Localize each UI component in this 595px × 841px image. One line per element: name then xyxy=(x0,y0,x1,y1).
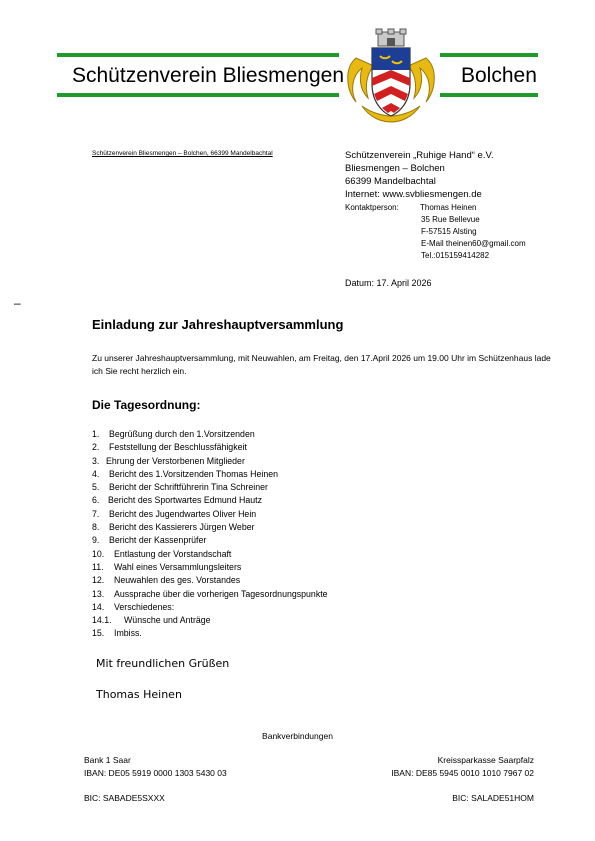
bank-title: Bankverbindungen xyxy=(262,731,333,741)
header-bar-bottom-left xyxy=(57,93,339,97)
address-line-2: Bliesmengen – Bolchen xyxy=(345,163,445,174)
agenda-item: 14. Verschiedenes: xyxy=(92,601,175,612)
contact-label: Kontaktperson: xyxy=(345,203,399,212)
header-bar-top-left xyxy=(57,53,339,57)
agenda-item: 12. Neuwahlen des ges. Vorstandes xyxy=(92,575,241,586)
closing-greeting: Mit freundlichen Grüßen xyxy=(96,657,230,670)
fold-mark: – xyxy=(14,296,21,310)
agenda-item: 1. Begrüßung durch den 1.Vorsitzenden xyxy=(92,429,255,439)
agenda-item: 3. Ehrung der Verstorbenen Mitglieder xyxy=(92,455,245,466)
sender-return-line: Schützenverein Bliesmengen – Bolchen, 66399 Mandelbachtal xyxy=(92,150,273,157)
address-line-3: 66399 Mandelbachtal xyxy=(345,176,436,187)
bank-left-iban: IBAN: DE05 5919 0000 1303 5430 03 xyxy=(84,768,227,778)
agenda-item: 15. Imbiss. xyxy=(92,628,142,639)
agenda-title: Die Tagesordnung: xyxy=(92,398,201,412)
contact-street: 35 Rue Bellevue xyxy=(421,215,480,224)
agenda-item: 2. Feststellung der Beschlussfähigkeit xyxy=(92,442,247,453)
bank-right-name: Kreissparkasse Saarpfalz xyxy=(437,755,534,765)
header-title-left: Schützenverein Bliesmengen xyxy=(72,64,344,87)
agenda-item: 13. Aussprache über die vorherigen Tagesordnungspunkte xyxy=(92,588,328,599)
bank-right-iban: IBAN: DE85 5945 0010 1010 7967 02 xyxy=(391,768,534,778)
contact-city: F-57515 Alsting xyxy=(421,227,477,236)
agenda-item: 9. Bericht der Kassenprüfer xyxy=(92,535,207,546)
header-bar-top-right xyxy=(440,53,538,57)
agenda-item: 7. Bericht des Jugendwartes Oliver Hein xyxy=(92,508,257,519)
letter-date: Datum: 17. April 2026 xyxy=(345,278,432,288)
address-line-1: Schützenverein „Ruhige Hand“ e.V. xyxy=(345,150,494,161)
header-title-right: Bolchen xyxy=(461,64,537,87)
agenda-item: 14.1. Wünsche und Anträge xyxy=(92,615,211,626)
agenda-item: 5. Bericht der Schriftführerin Tina Schreiner xyxy=(92,482,268,493)
letter-title: Einladung zur Jahreshauptversammlung xyxy=(92,317,344,332)
agenda-item: 10. Entlastung der Vorstandschaft xyxy=(92,548,232,559)
bank-right-bic: BIC: SALADE51HOM xyxy=(452,793,534,803)
signature-name: Thomas Heinen xyxy=(96,688,182,701)
bank-left-bic: BIC: SABADE5SXXX xyxy=(84,793,165,803)
agenda-item: 8. Bericht des Kassierers Jürgen Weber xyxy=(92,522,255,533)
contact-phone: Tel.:015159414282 xyxy=(421,251,490,260)
club-crest-icon xyxy=(342,28,440,126)
intro-paragraph: Zu unserer Jahreshauptversammlung, mit Neuwahlen, am Freitag, den 17.April 2026 um 19.00 Uhr im Schützenhaus lade ich Sie recht herzlich ein. xyxy=(92,353,551,376)
contact-name: Thomas Heinen xyxy=(420,203,477,212)
bank-left-name: Bank 1 Saar xyxy=(84,755,131,765)
agenda-list xyxy=(92,428,328,641)
contact-email: E-Mail theinen60@gmail.com xyxy=(421,239,526,248)
agenda-item: 4. Bericht des 1.Vorsitzenden Thomas Heinen xyxy=(92,468,279,479)
header-bar-bottom-right xyxy=(440,93,538,97)
agenda-item: 6. Bericht des Sportwartes Edmund Hautz xyxy=(92,495,263,506)
agenda-item: 11. Wahl eines Versammlungsleiters xyxy=(92,561,242,572)
address-line-4: Internet: www.svbliesmengen.de xyxy=(345,189,482,200)
